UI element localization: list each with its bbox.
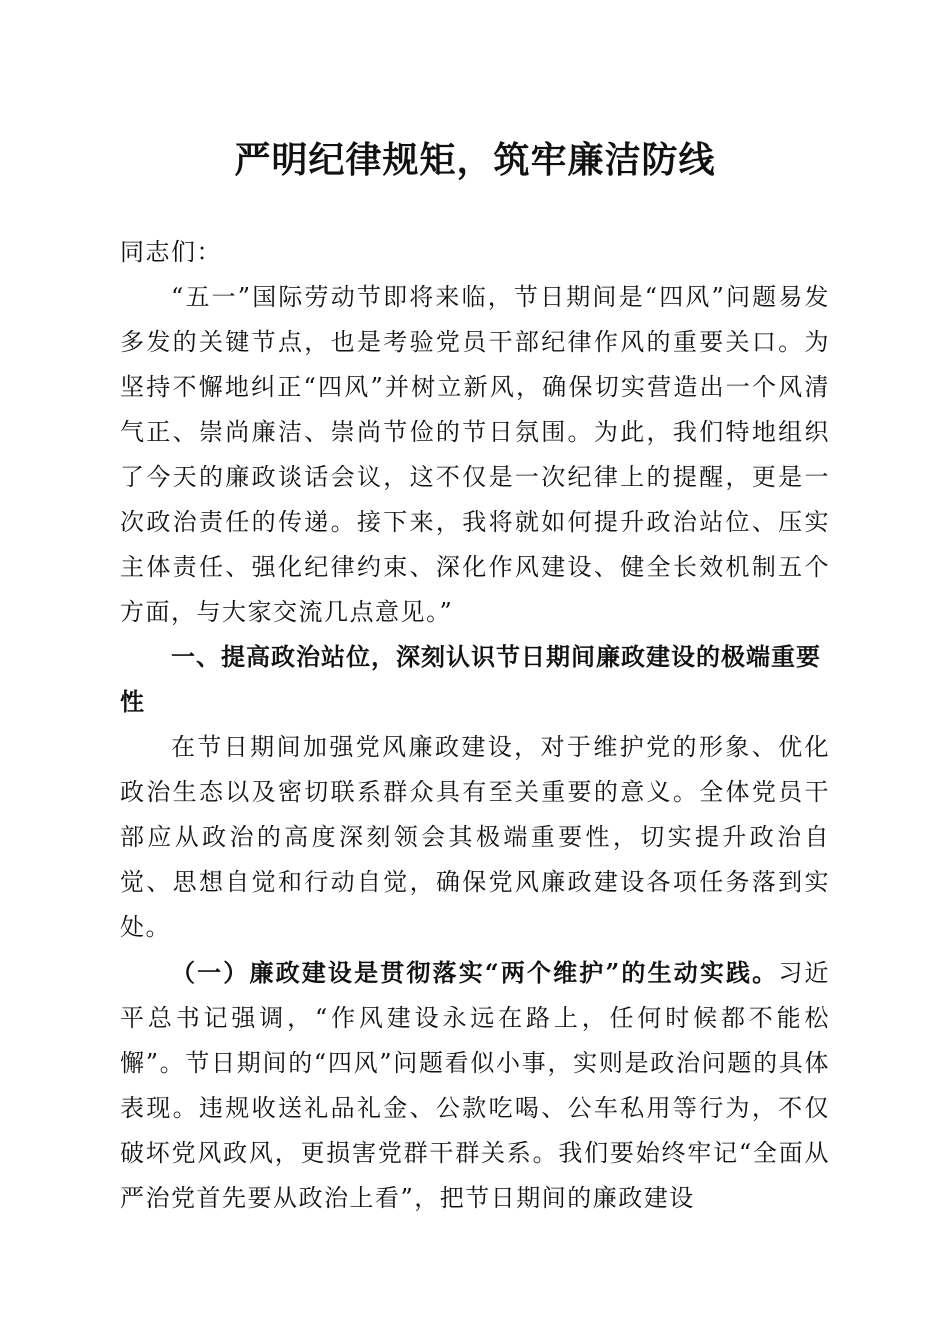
section-1-paragraph: 在节日期间加强党风廉政建设，对于维护党的形象、优化政治生态以及密切联系群众具有至关重要的意义。全体党员干部应从政治的高度深刻领会其极端重要性，切实提升政治自觉、思想自觉和行动自觉，确保党风廉政建设各项任务落到实处。: [120, 733, 830, 941]
intro-paragraph: “五一”国际劳动节即将来临，节日期间是“四风”问题易发多发的关键节点，也是考验党员干部纪律作风的重要关口。为坚持不懈地纠正“四风”并树立新风，确保切实营造出一个风清气正、崇尚廉洁、崇尚节俭的节日氛围。为此，我们特地组织了今天的廉政谈话会议，这不仅是一次纪律上的提醒，更是一次政治责任的传递。接下来，我将就如何提升政治站位、压实主体责任、强化纪律约束、深化作风建设、健全长效机制五个方面，与大家交流几点意见。”: [120, 283, 830, 626]
subsection-1-paragraph: [120, 950, 830, 1221]
salutation: 同志们：: [120, 238, 222, 266]
subsection-1-text: 习近平总书记强调，“作风建设永远在路上，任何时候都不能松懈”。节日期间的“四风”问题看似小事，实则是政治问题的具体表现。违规收送礼品礼金、公款吃喝、公车私用等行为，不仅破坏党风政风，更损害党群干群关系。我们要始终牢记“全面从严治党首先要从政治上看”，把节日期间的廉政建设: [120, 959, 830, 1212]
subsection-heading-1: （一）廉政建设是贯彻落实“两个维护”的生动实践。: [171, 958, 779, 987]
document-body: [120, 230, 830, 1221]
document-title: 严明纪律规矩，筑牢廉洁防线: [234, 139, 716, 181]
section-heading-1: 一、提高政治站位，深刻认识节日期间廉政建设的极端重要性: [120, 643, 821, 716]
